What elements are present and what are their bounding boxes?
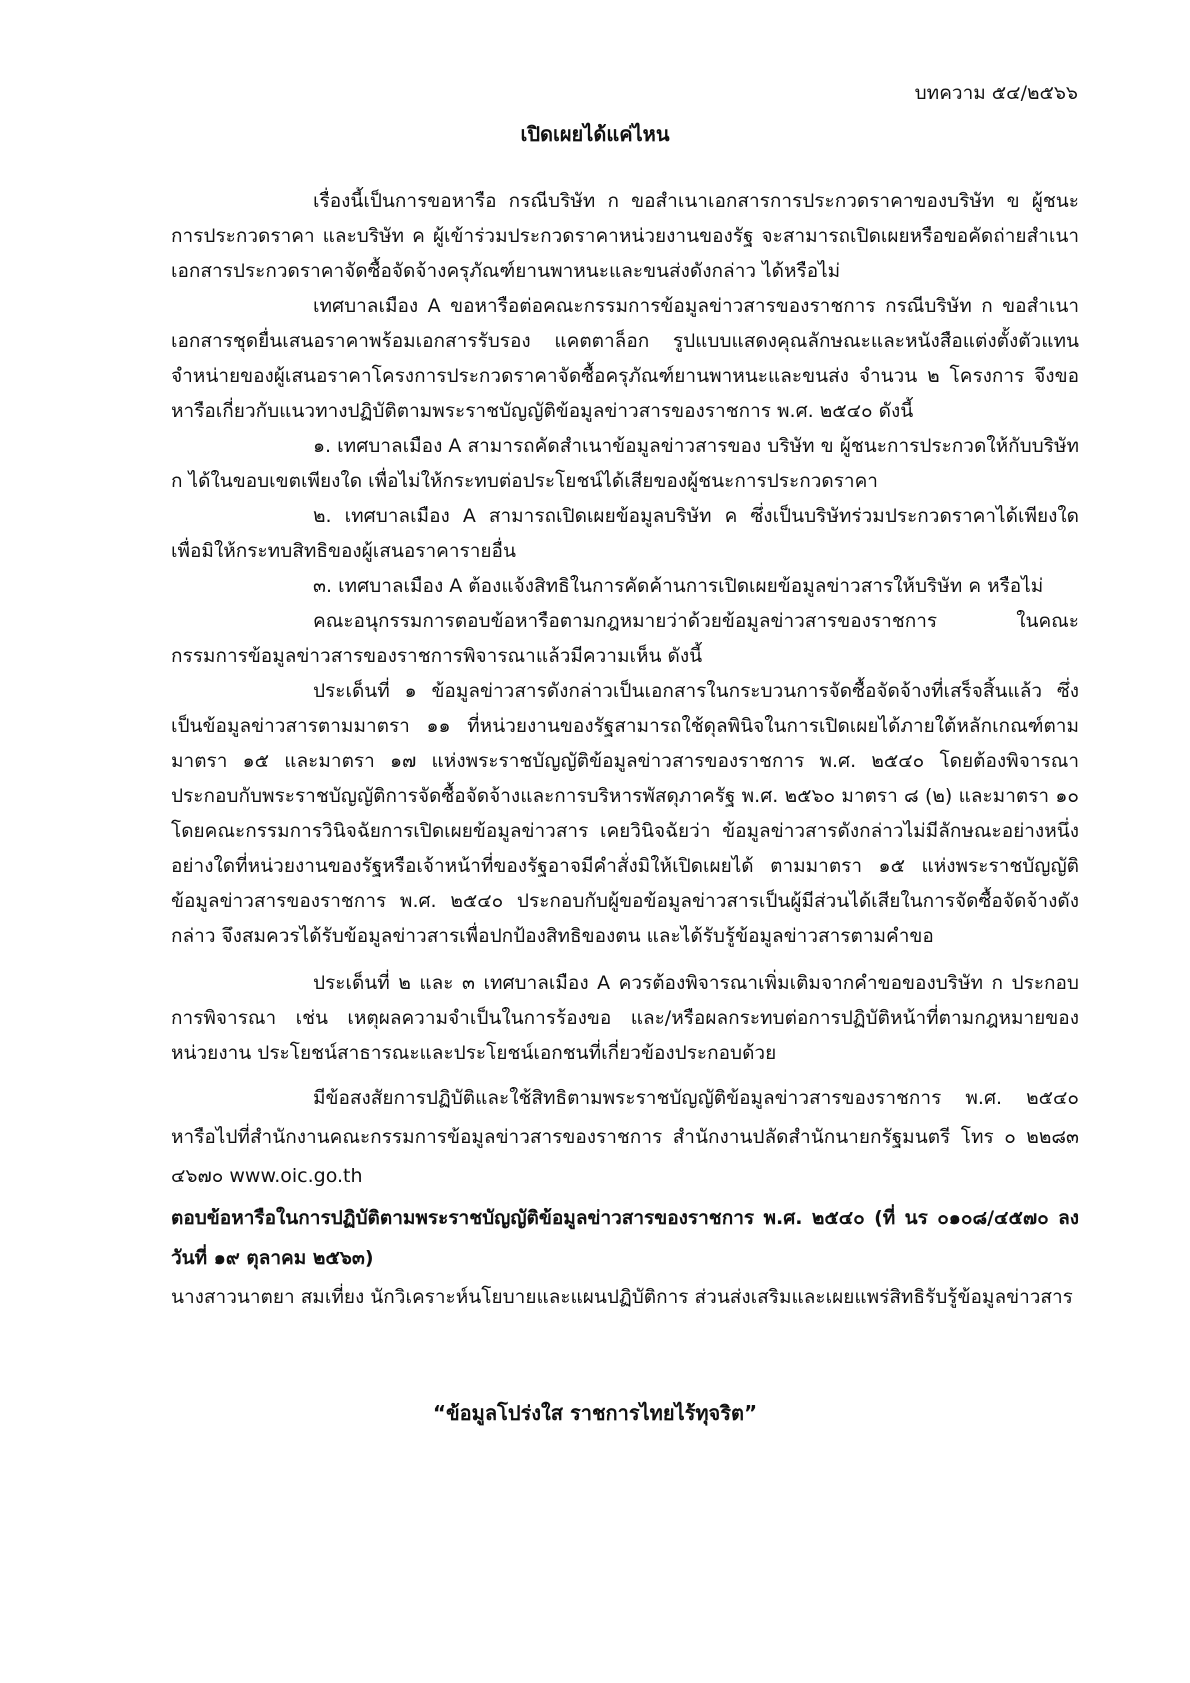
author-line: นางสาวนาตยา สมเที่ยง นักวิเคราะห์นโยบายและแผนปฏิบัติการ ส่วนส่งเสริมและเผยแพร่สิทธิรับรู้ข้อมูลข่าวสาร: [171, 1286, 1073, 1308]
article-number: บทความ ๕๔/๒๕๖๖: [914, 82, 1078, 104]
issue-1-paragraph: ประเด็นที่ ๑ ข้อมูลข่าวสารดังกล่าวเป็นเอกสารในกระบวนการจัดซื้อจัดจ้างที่เสร็จสิ้นแล้ว ซึ่งเป็นข้อมูลข่าวสารตามมาตรา ๑๑ ที่หน่วยงานของรัฐสามารถใช้ดุลพินิจในการเปิดเผยได้ภายใต้หลักเกณฑ์ตามมาตรา ๑๕ และมาตรา ๑๗ แห่งพระราชบัญญัติข้อมูลข่าวสารของราชการ พ.ศ. ๒๕๔๐ โดยต้องพิจารณาประกอบกับพระราชบัญญัติการจัดซื้อจัดจ้างและการบริหารพัสดุภาครัฐ พ.ศ. ๒๕๖๐ มาตรา ๘ (๒) และมาตรา ๑๐ โดยคณะกรรมการวินิจฉัยการเปิดเผยข้อมูลข่าวสาร เคยวินิจฉัยว่า ข้อมูลข่าวสารดังกล่าวไม่มีลักษณะอย่างหนึ่งอย่างใดที่หน่วยงานของรัฐหรือเจ้าหน้าที่ของรัฐอาจมีคำสั่งมิให้เปิดเผยได้ ตามมาตรา ๑๕ แห่งพระราชบัญญัติข้อมูลข่าวสารของราชการ พ.ศ. ๒๕๔๐ ประกอบกับผู้ขอข้อมูลข่าวสารเป็นผู้มีส่วนได้เสียในการจัดซื้อจัดจ้างดังกล่าว จึงสมควรได้รับข้อมูลข่าวสารเพื่อปกป้องสิทธิของตน และได้รับรู้ข้อมูลข่าวสารตามคำขอ: [171, 680, 1079, 947]
answer-reference: ตอบข้อหารือในการปฏิบัติตามพระราชบัญญัติข้อมูลข่าวสารของราชการ พ.ศ. ๒๕๔๐ (ที่ นร ๐๑๐๘/๔๕๗๐ ลงวันที่ ๑๙ ตุลาคม ๒๕๖๓): [171, 1207, 1079, 1269]
page-title: เปิดเผยได้แค่ไหน: [520, 122, 670, 146]
question-3: ๓. เทศบาลเมือง A ต้องแจ้งสิทธิในการคัดค้านการเปิดเผยข้อมูลข่าวสารให้บริษัท ค หรือไม่: [313, 575, 1044, 597]
issue-2-3-paragraph: ประเด็นที่ ๒ และ ๓ เทศบาลเมือง A ควรต้องพิจารณาเพิ่มเติมจากคำขอของบริษัท ก ประกอบการพิจารณา เช่น เหตุผลความจำเป็นในการร้องขอ และ/หรือผลกระทบต่อการปฏิบัติหน้าที่ตามกฎหมายของหน่วยงาน ประโยชน์สาธารณะและประโยชน์เอกชนที่เกี่ยวข้องประกอบด้วย: [171, 972, 1079, 1064]
article-body: [171, 184, 1079, 1316]
slogan: “ข้อมูลโปร่งใส ราชการไทยไร้ทุจริต”: [432, 1401, 758, 1425]
committee-opinion-intro: คณะอนุกรรมการตอบข้อหารือตามกฎหมายว่าด้วยข้อมูลข่าวสารของราชการ ในคณะกรรมการข้อมูลข่าวสารของราชการพิจารณาแล้วมีความเห็น ดังนี้: [171, 610, 1079, 667]
question-1: ๑. เทศบาลเมือง A สามารถคัดสำเนาข้อมูลข่าวสารของ บริษัท ข ผู้ชนะการประกวดให้กับบริษัท ก ได้ในขอบเขตเพียงใด เพื่อไม่ให้กระทบต่อประโยชน์ได้เสียของผู้ชนะการประกวดราคา: [171, 435, 1079, 492]
contact-paragraph: มีข้อสงสัยการปฏิบัติและใช้สิทธิตามพระราชบัญญัติข้อมูลข่าวสารของราชการ พ.ศ. ๒๕๔๐ หารือไปที่สำนักงานคณะกรรมการข้อมูลข่าวสารของราชการ สำนักงานปลัดสำนักนายกรัฐมนตรี โทร ๐ ๒๒๘๓ ๔๖๗๐ www.oic.go.th: [171, 1087, 1079, 1187]
inquiry-paragraph: เทศบาลเมือง A ขอหารือต่อคณะกรรมการข้อมูลข่าวสารของราชการ กรณีบริษัท ก ขอสำเนาเอกสารชุดยื่นเสนอราคาพร้อมเอกสารรับรอง แคตตาล็อก รูปแบบแสดงคุณลักษณะและหนังสือแต่งตั้งตัวแทนจำหน่ายของผู้เสนอราคาโครงการประกวดราคาจัดซื้อครุภัณฑ์ยานพาหนะและขนส่ง จำนวน ๒ โครงการ จึงขอหารือเกี่ยวกับแนวทางปฏิบัติตามพระราชบัญญัติข้อมูลข่าวสารของราชการ พ.ศ. ๒๕๔๐ ดังนี้: [171, 295, 1079, 422]
intro-paragraph: เรื่องนี้เป็นการขอหารือ กรณีบริษัท ก ขอสำเนาเอกสารการประกวดราคาของบริษัท ข ผู้ชนะการประกวดราคา และบริษัท ค ผู้เข้าร่วมประกวดราคาหน่วยงานของรัฐ จะสามารถเปิดเผยหรือขอคัดถ่ายสำเนาเอกสารประกวดราคาจัดซื้อจัดจ้างครุภัณฑ์ยานพาหนะและขนส่งดังกล่าว ได้หรือไม่: [171, 190, 1079, 282]
question-2: ๒. เทศบาลเมือง A สามารถเปิดเผยข้อมูลบริษัท ค ซึ่งเป็นบริษัทร่วมประกวดราคาได้เพียงใด เพื่อมิให้กระทบสิทธิของผู้เสนอราคารายอื่น: [171, 505, 1079, 562]
